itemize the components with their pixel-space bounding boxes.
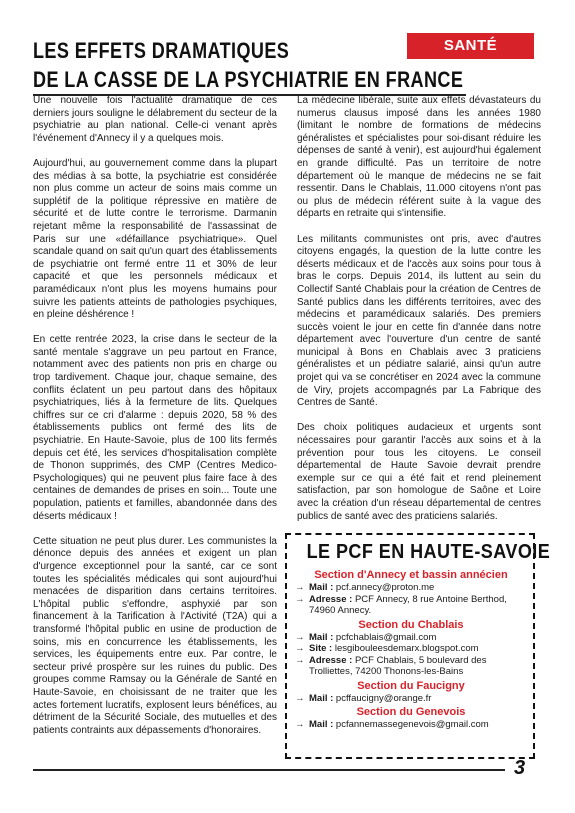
email-link[interactable]: pcfchablais@gmail.com [335,631,437,643]
arrow-icon: → [295,692,305,704]
page-number: 3 [514,757,526,779]
arrow-icon: → [295,631,305,643]
entry-label: Site : [309,643,333,654]
footer-divider [33,769,505,771]
contact-box [285,533,551,759]
paragraph: Des choix politiques audacieux et urgents sont nécessaires pour garantir l'accès aux soins et à la prévention pour tous les citoyens. Le conseil départemental de Haute Savoie devrait prendre exemple sur ce qui a été fait et rend pleinement satisfaction, par son homologue de Saône et Loire avec la création d'un réseau départemental de centres publics de santé avec des praticiens salariés. [297,422,541,522]
address-text: PCF Annecy, 8 rue Antoine Berthod, 74960 Annecy. [309,593,507,616]
contact-entry [295,643,527,655]
entry-label: Mail : [309,692,334,704]
entry-label: Mail : [309,631,334,643]
email-link[interactable]: pcfannemassegenevois@gmail.com [335,719,489,730]
email-link[interactable]: pcf.annecy@proton.me [335,582,435,593]
section-annecy-title: Section d'Annecy et bassin annécien [314,569,508,581]
right-column [297,95,541,536]
contact-entry [295,594,527,617]
paragraph: En cette rentrée 2023, la crise dans le secteur de la santé mentale s'aggrave un peu partout en France, notamment avec des patients non pris en charge ou trop tardivement. Chaque jour, chaque semaine, des conflits éclatent un peu partout dans des hôpitaux psychiatriques, liés à la fermeture de lits. Quelques chiffres sur ce cri d'alarme : depuis 2020, 58 % des établissements publics ont fermé des lits de psychiatrie. En Haute-Savoie, plus de 100 lits fermés depuis cet été, les services d'hospitalisation complète de Thonon supprimés, des CMP (Centres Medico-Psychologiques) qui ne peuvent plus faire face à des centaines de demandes de prises en soin... Toute une population, patients et familles, abandonnée dans des déserts médicaux ! [33,334,277,522]
paragraph: Les militants communistes ont pris, avec d'autres citoyens engagés, la question de la lutte contre les déserts médicaux et de l'accès aux soins pour tous à bras le corps. Depuis 2014, ils luttent au sein du Collectif Santé Chablais pour la création de Centres de Santé publics dans les différents territoires, avec des médecins et paramédicaux salariés. Des premiers succès voient le jour en cette fin d'année dans notre département avec l'ouverture d'un centre de santé municipal à Bons en Chablais avec 3 praticiens généralistes et un pédiatre salarié, ainsi qu'un autre projet qui va se concrétiser en 2024 avec la commune de Viry, projets accompagnés par La Fabrique des Centres de Santé. [297,233,541,409]
email-link[interactable]: pcffaucigny@orange.fr [335,692,432,704]
entry-label: Mail : [309,719,334,730]
contact-entry [295,582,527,594]
contact-entry [295,632,527,644]
arrow-icon: → [295,582,305,593]
contact-entry [295,719,527,731]
section-tag: SANTÉ [407,33,534,59]
section-chablais-title: Section du Chablais [358,618,464,631]
section-faucigny-title: Section du Faucigny [357,679,465,692]
contact-box-title: LE PCF EN HAUTE-SAVOIE [306,541,551,563]
address-text: PCF Chablais, 5 boulevard des Trolliettes, 74200 Thonons-les-Bains [309,654,487,677]
website-link[interactable]: lesgibouleesdemarx.blogspot.com [334,643,479,654]
paragraph: Cette situation ne peut plus durer. Les communistes la dénonce depuis des années et exigent un plan d'urgence exceptionnel pour la santé, car ce sont toutes les spécialités médicales qui sont aujourd'hui menacées de disparition dans certains territoires. L'hôpital public s'effondre, asphyxié par son financement à la Tarification à l'Activité (T2A) qui a transformé l'hôpital public en usine de production de soins, mis en concurrence les établissements, les services, les équipements entre eux. Par contre, le secteur privé prospère sur les ruines du public. Des groupes comme Ramsay ou la Générale de Santé en Haute-Savoie, en choisissant de ne traiter que les actes fortement lucratifs, explosent leurs bénéfices, au détriment de la Sécurité Sociale, des mutuelles et des patients contraints aux dépassements d'honoraires. [33,535,277,736]
paragraph: Aujourd'hui, au gouvernement comme dans la plupart des médias à sa botte, la psychiatrie est considérée non plus comme un acteur de soins mais comme un supplétif de la politique répressive en matière de sécurité et de lutte contre le terrorisme. Darmanin rejetant même la responsabilité de l'assassinat de Paris sur une «défaillance psychiatrique». Quel scandale quand on sait qu'un quart des établissements de psychiatrie ont fermé entre 11 et 30% de leur capacité et que les personnels médicaux et paramédicaux n'ont plus les moyens humains pour suivre les patients atteints de pathologies psychiques, en pleine déshérence ! [33,157,277,321]
arrow-icon: → [295,719,305,730]
article-title [33,36,464,94]
arrow-icon: → [295,654,305,666]
entry-label: Adresse : [309,654,353,666]
contact-entry [295,693,527,705]
contact-entry [295,655,527,678]
title-line-2: DE LA CASSE DE LA PSYCHIATRIE EN FRANCE [33,67,464,92]
arrow-icon: → [295,643,305,654]
entry-label: Mail : [309,582,334,593]
paragraph: La médecine libérale, suite aux effets dévastateurs du numerus clausus imposé dans les années 1980 (limitant le nombre de formations de médecins généralistes et spécialistes pour soi-disant réduire les dépenses de santé à venir), est aujourd'hui également en grande difficulté. Pas un territoire de notre département où le manque de médecins ne se fait ressentir. Dans le Chablais, 11.000 citoyens n'ont pas ou plus de médecin référent suite à la vague des départs en retraite qui s'intensifie. [297,95,541,220]
left-column [33,95,277,750]
entry-label: Adresse : [309,593,353,605]
section-genevois-title: Section du Genevois [356,706,466,718]
paragraph: Une nouvelle fois l'actualité dramatique de ces derniers jours souligne le délabrement du secteur de la psychiatrie au plan national. Celle-ci venant après l'événement d'Annecy il y a quelques mois. [33,95,277,144]
title-line-1: LES EFFETS DRAMATIQUES [33,38,290,63]
arrow-icon: → [295,593,305,605]
